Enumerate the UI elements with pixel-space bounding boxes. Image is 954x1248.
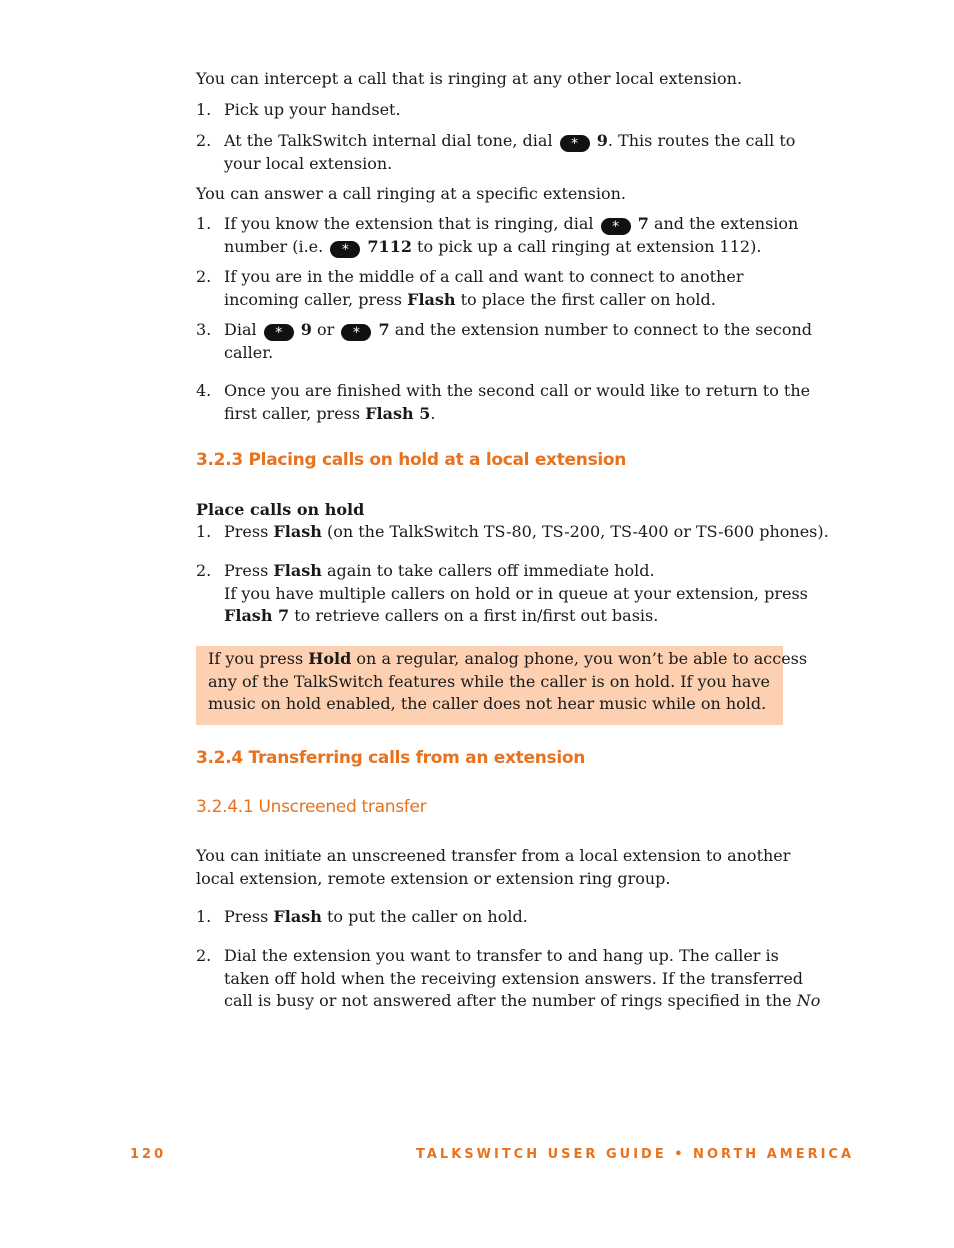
- dial-code: 9: [596, 131, 608, 150]
- list-text: .: [430, 403, 436, 423]
- key-name: Flash: [273, 561, 322, 580]
- list-text: first caller, press: [224, 403, 361, 423]
- answer-intro: You can answer a call ringing at a specific extension.: [196, 184, 626, 203]
- star-key-icon: *: [330, 241, 360, 258]
- list-text: At the TalkSwitch internal dial tone, dial: [224, 131, 553, 150]
- subheading: Place calls on hold: [196, 500, 365, 519]
- star-key-icon: *: [601, 218, 631, 235]
- star-key-icon: *: [560, 135, 590, 152]
- list-text: call is busy or not answered after the number of rings specified in the: [224, 991, 792, 1010]
- paragraph-line: local extension, remote extension or extension ring group.: [196, 869, 671, 888]
- key-name: Flash 5: [365, 403, 431, 423]
- list-text: (on the TalkSwitch TS-80, TS-200, TS-400 or TS-600 phones).: [326, 522, 829, 541]
- list-number: 2.: [196, 131, 212, 150]
- dial-code: 7: [378, 320, 390, 339]
- list-text: Press: [224, 522, 269, 541]
- list-text: your local extension.: [224, 153, 393, 173]
- list-text: taken off hold when the receiving extension answers. If the transferred: [224, 968, 804, 988]
- note-text: music on hold enabled, the caller does not hear music while on hold.: [208, 694, 767, 713]
- list-text: . This routes the call to: [607, 131, 796, 150]
- note-box: [196, 646, 808, 725]
- key-name: Flash: [273, 907, 322, 926]
- list-text: or: [317, 320, 335, 339]
- list-text: Press: [224, 907, 269, 926]
- star-key-icon: *: [264, 324, 294, 341]
- list-text: number (i.e.: [224, 236, 324, 256]
- field-name: No: [796, 991, 821, 1010]
- list-text: If you are in the middle of a call and want to connect to another: [224, 267, 744, 286]
- note-text: on a regular, analog phone, you won’t be able to access: [356, 649, 808, 668]
- list-text: Dial the extension you want to transfer to and hang up. The caller is: [224, 946, 779, 965]
- dial-code: 7: [637, 214, 649, 233]
- list-text: to put the caller on hold.: [326, 907, 528, 926]
- subsection-heading: 3.2.4.1 Unscreened transfer: [196, 797, 427, 817]
- list-text: to pick up a call ringing at extension 112).: [417, 236, 762, 256]
- list-number: 2.: [196, 267, 212, 286]
- list-text: If you have multiple callers on hold or in queue at your extension, press: [224, 583, 808, 603]
- list-text: Pick up your handset.: [224, 100, 401, 119]
- list-text: Press: [224, 561, 269, 580]
- dial-code: 7112: [367, 236, 412, 256]
- key-name: Hold: [308, 649, 352, 668]
- list-text: Dial: [224, 320, 257, 339]
- list-number: 2.: [196, 946, 212, 965]
- list-text: again to take callers off immediate hold.: [326, 561, 655, 580]
- key-name: Flash: [273, 522, 322, 541]
- paragraph-line: You can initiate an unscreened transfer from a local extension to another: [196, 846, 791, 865]
- list-text: Once you are finished with the second call or would like to return to the: [224, 381, 811, 400]
- list-text: to place the first caller on hold.: [460, 289, 716, 309]
- list-number: 1.: [196, 907, 212, 926]
- list-number: 4.: [196, 381, 212, 400]
- footer-title: TALKSWITCH USER GUIDE • NORTH AMERICA: [416, 1147, 855, 1162]
- section-heading: 3.2.3 Placing calls on hold at a local extension: [196, 450, 627, 470]
- list-text: and the extension: [653, 214, 799, 233]
- list-number: 1.: [196, 100, 212, 119]
- key-name: Flash: [407, 289, 456, 309]
- note-text: any of the TalkSwitch features while the caller is on hold. If you have: [208, 672, 770, 691]
- star-key-icon: *: [341, 324, 371, 341]
- list-text: incoming caller, press: [224, 289, 402, 309]
- dial-code: 9: [300, 320, 312, 339]
- list-number: 1.: [196, 522, 212, 541]
- note-text: If you press: [208, 649, 304, 668]
- intercept-intro: You can intercept a call that is ringing at any other local extension.: [196, 69, 743, 88]
- section-heading: 3.2.4 Transferring calls from an extension: [196, 748, 586, 768]
- key-name: Flash 7: [224, 606, 290, 625]
- list-number: 3.: [196, 320, 212, 339]
- list-number: 2.: [196, 561, 212, 580]
- list-text: to retrieve callers on a first in/first out basis.: [294, 606, 659, 625]
- list-text: and the extension number to connect to the second: [394, 320, 813, 339]
- list-number: 1.: [196, 214, 212, 233]
- list-text: If you know the extension that is ringing, dial: [224, 214, 594, 233]
- page-number: 120: [130, 1147, 167, 1162]
- list-text: caller.: [224, 342, 274, 362]
